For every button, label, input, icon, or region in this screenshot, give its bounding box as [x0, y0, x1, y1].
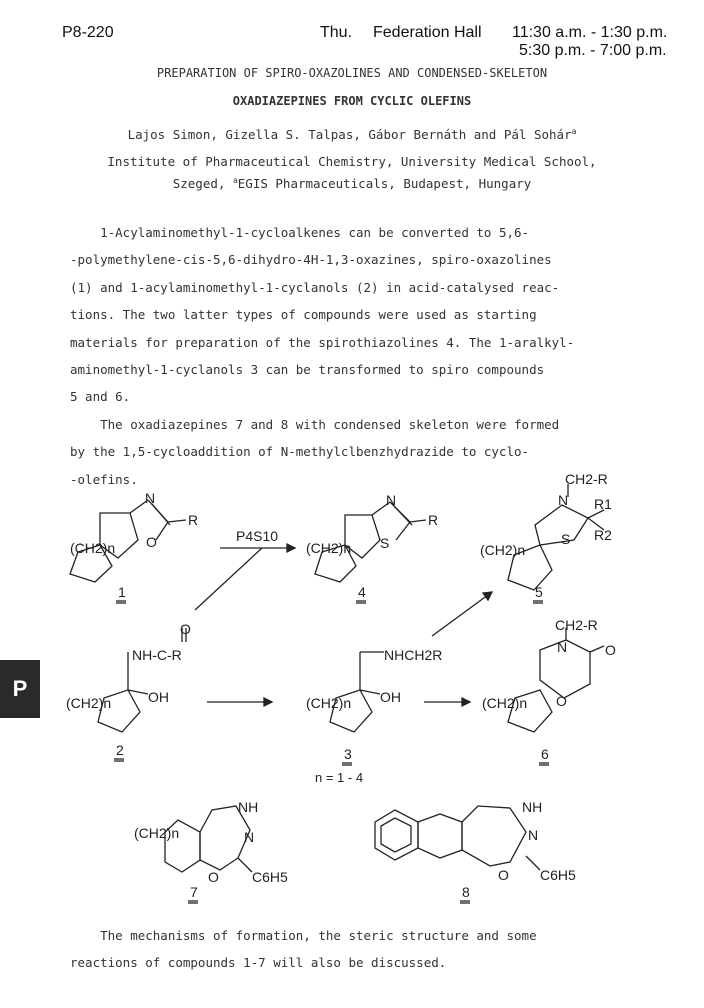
ring-label: (CH2)n	[480, 542, 526, 558]
compound-4-structure	[306, 492, 438, 582]
compound-label-2: 2	[116, 742, 124, 758]
compound-6-structure	[482, 617, 616, 732]
compound-5-structure	[480, 471, 612, 590]
compound-label-6: 6	[541, 746, 549, 762]
atom-nhch2r: NHCH2R	[384, 647, 443, 663]
atom-ch2r: CH2-R	[555, 617, 598, 633]
title-line-2: OXADIAZEPINES FROM CYCLIC OLEFINS	[232, 94, 472, 108]
affiliation-line-2: Szeged, $^a$EGIS Pharmaceuticals, Budapest, Hungary	[172, 176, 532, 192]
atom-n: N	[386, 492, 397, 508]
session-day: Thu.	[320, 24, 353, 41]
atom-r: R	[188, 512, 199, 528]
atom-n: N	[244, 829, 255, 845]
abstract-paragraph-1: 1-Acylaminomethyl-1-cycloalkenes can be converted to 5,6- -polymethylene-cis-5,6-dihydro-4H-1,3-oxazines, spiro-oxazolines (1) and 1-acylaminomethyl-1-cyclanols (2) in acid-catalysed reac- tions. The two latter types of compounds were used as starting materials for preparation of the spirothiazolines 4. The 1-aralkyl- aminomethyl-1-cyclanols 3 can be transformed to spiro compounds 5 and 6.	[70, 225, 575, 405]
atom-acyl: NH-C-R	[132, 647, 182, 663]
atom-c6h5: C6H5	[540, 867, 576, 883]
atom-s: S	[561, 531, 571, 547]
atom-nh: NH	[238, 799, 259, 815]
session-time-1: 11:30 a.m. - 1:30 p.m.	[512, 24, 668, 41]
session-time-2: 5:30 p.m. - 7:00 p.m.	[519, 42, 667, 59]
atom-n: N	[557, 639, 568, 655]
atom-r1: R1	[594, 496, 612, 512]
abstract-paragraph-3: The mechanisms of formation, the steric structure and some reactions of compounds 1-7 will also be discussed.	[70, 928, 537, 971]
atom-oh: OH	[380, 689, 401, 705]
session-venue: Federation Hall	[373, 24, 482, 41]
affiliation-line-1: Institute of Pharmaceutical Chemistry, University Medical School,	[107, 154, 597, 169]
atom-c6h5: C6H5	[252, 869, 288, 885]
ring-label: (CH2)n	[306, 540, 352, 556]
atom-n: N	[558, 492, 569, 508]
compound-label-3: 3	[344, 746, 352, 762]
poster-code: P8-220	[62, 24, 114, 41]
compound-2-structure	[66, 621, 191, 732]
atom-oh: OH	[148, 689, 169, 705]
atom-o: O	[146, 534, 157, 550]
atom-n: N	[145, 490, 156, 506]
atom-o: O	[498, 867, 509, 883]
atom-o: O	[605, 642, 616, 658]
ring-label: (CH2)n	[134, 825, 180, 841]
atom-r2: R2	[594, 527, 612, 543]
title-line-1: PREPARATION OF SPIRO-OXAZOLINES AND CONDENSED-SKELETON	[156, 66, 548, 80]
atom-n: N	[528, 827, 539, 843]
compound-label-4: 4	[358, 584, 366, 600]
compound-1-structure	[70, 490, 198, 582]
atom-nh: NH	[522, 799, 543, 815]
compound-label-7: 7	[190, 884, 198, 900]
compound-label-5: 5	[535, 584, 543, 600]
atom-r: R	[428, 512, 439, 528]
compound-label-8: 8	[462, 884, 470, 900]
atom-o: O	[556, 693, 567, 709]
ring-label: (CH2)n	[482, 695, 528, 711]
compound-3-structure	[306, 647, 442, 732]
n-range: n = 1 - 4	[315, 770, 364, 785]
atom-carbonyl-o: O	[180, 621, 191, 637]
compound-label-1: 1	[118, 584, 126, 600]
section-tab: P	[0, 660, 40, 718]
ring-label: (CH2)n	[306, 695, 352, 711]
atom-s: S	[380, 535, 390, 551]
ring-label: (CH2)n	[66, 695, 112, 711]
reagent-label: P4S10	[236, 528, 279, 544]
compound-7-structure	[134, 799, 288, 885]
ring-label: (CH2)n	[70, 540, 116, 556]
authors: Lajos Simon, Gizella S. Talpas, Gábor Bernáth and Pál Sohár$^a$	[127, 127, 577, 143]
abstract-paragraph-2: The oxadiazepines 7 and 8 with condensed skeleton were formed by the 1,5-cycloaddition of N-methylclbenzhydrazide to cyclo- -olefins.	[70, 417, 560, 487]
atom-ch2r: CH2-R	[565, 471, 608, 487]
atom-o: O	[208, 869, 219, 885]
compound-8-structure	[375, 799, 576, 883]
